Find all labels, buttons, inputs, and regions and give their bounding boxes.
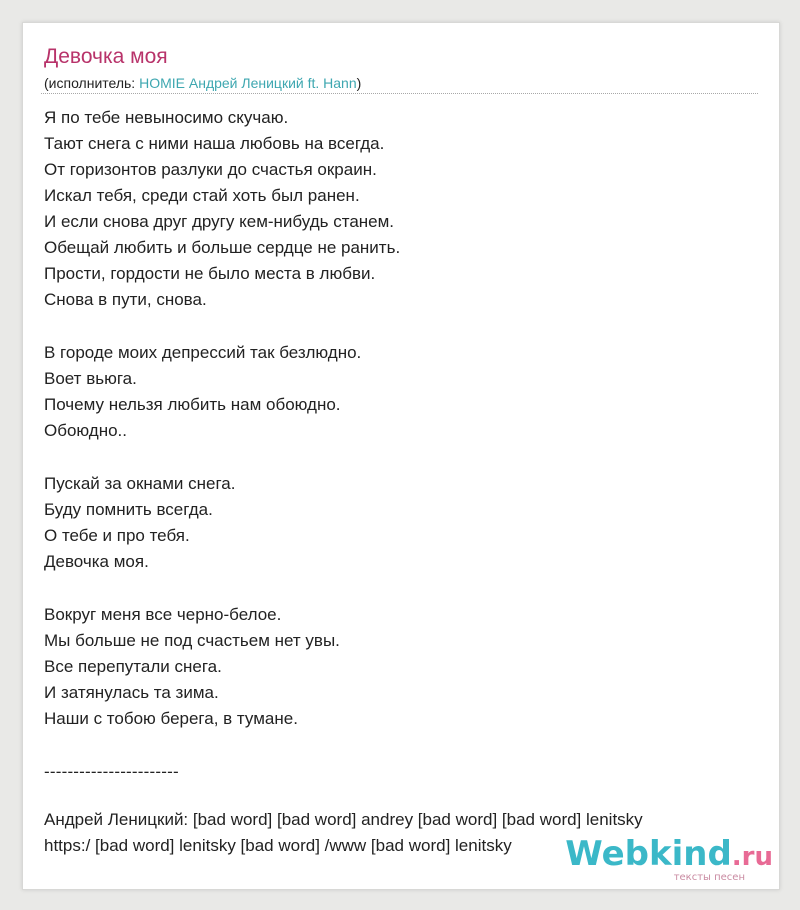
lyric-line: В городе моих депрессий так безлюдно.: [44, 343, 362, 362]
lyric-line: Пускай за окнами снега.: [44, 474, 236, 493]
lyric-line: Воет вьюга.: [44, 369, 137, 388]
credits-line: Андрей Леницкий: [bad word] [bad word] andrey [bad word] [bad word] lenitsky: [44, 810, 643, 829]
lyric-line: Тают снега с ними наша любовь на всегда.: [44, 134, 385, 153]
lyric-line: Обоюдно..: [44, 421, 127, 440]
lyric-line: Я по тебе невыносимо скучаю.: [44, 108, 289, 127]
stanza-3: [44, 471, 400, 575]
lyric-line: И затянулась та зима.: [44, 683, 219, 702]
watermark-tagline: тексты песен: [673, 872, 745, 883]
performer-line: [44, 75, 361, 91]
stanza-gap: [44, 444, 400, 471]
watermark-logo: [565, 835, 773, 876]
lyric-line: Обещай любить и больше сердце не ранить.: [44, 238, 401, 257]
stanza-1: [44, 105, 400, 313]
stanza-4: [44, 602, 400, 732]
lyric-line: Искал тебя, среди стай хоть был ранен.: [44, 186, 360, 205]
site-watermark: [565, 835, 773, 883]
lyric-line: И если снова друг другу кем-нибудь станем.: [44, 212, 395, 231]
title-divider: [41, 93, 758, 94]
watermark-tld: .ru: [731, 842, 773, 872]
lyric-line: Мы больше не под счастьем нет увы.: [44, 631, 340, 650]
performer-suffix: ): [356, 75, 362, 91]
song-title: Девочка моя: [44, 45, 168, 68]
lyric-line: Снова в пути, снова.: [44, 290, 207, 309]
lyric-line: Буду помнить всегда.: [44, 500, 213, 519]
lyric-line: Наши с тобою берега, в тумане.: [44, 709, 298, 728]
performer-prefix: (исполнитель:: [44, 75, 140, 91]
lyric-line: Вокруг меня все черно-белое.: [44, 605, 282, 624]
lyric-line: Прости, гордости не было места в любви.: [44, 264, 376, 283]
lyric-line: Почему нельзя любить нам обоюдно.: [44, 395, 341, 414]
credits-line: https:/ [bad word] lenitsky [bad word] /www [bad word] lenitsky: [44, 836, 512, 855]
lyrics-body: [44, 105, 400, 785]
stanza-gap: [44, 732, 400, 759]
performer-link[interactable]: HOMIE Андрей Леницкий ft. Hann: [139, 75, 357, 91]
stanza-2: [44, 340, 400, 444]
stanza-gap: [44, 313, 400, 340]
lyrics-separator: -----------------------: [44, 762, 179, 781]
lyrics-card: [22, 22, 780, 890]
lyric-line: Все перепутали снега.: [44, 657, 222, 676]
lyric-line: О тебе и про тебя.: [44, 526, 190, 545]
stanza-gap: [44, 575, 400, 602]
lyric-line: Девочка моя.: [44, 552, 149, 571]
lyric-line: От горизонтов разлуки до счастья окраин.: [44, 160, 377, 179]
credits-block: [44, 807, 643, 859]
watermark-name: Webkind: [565, 834, 732, 874]
